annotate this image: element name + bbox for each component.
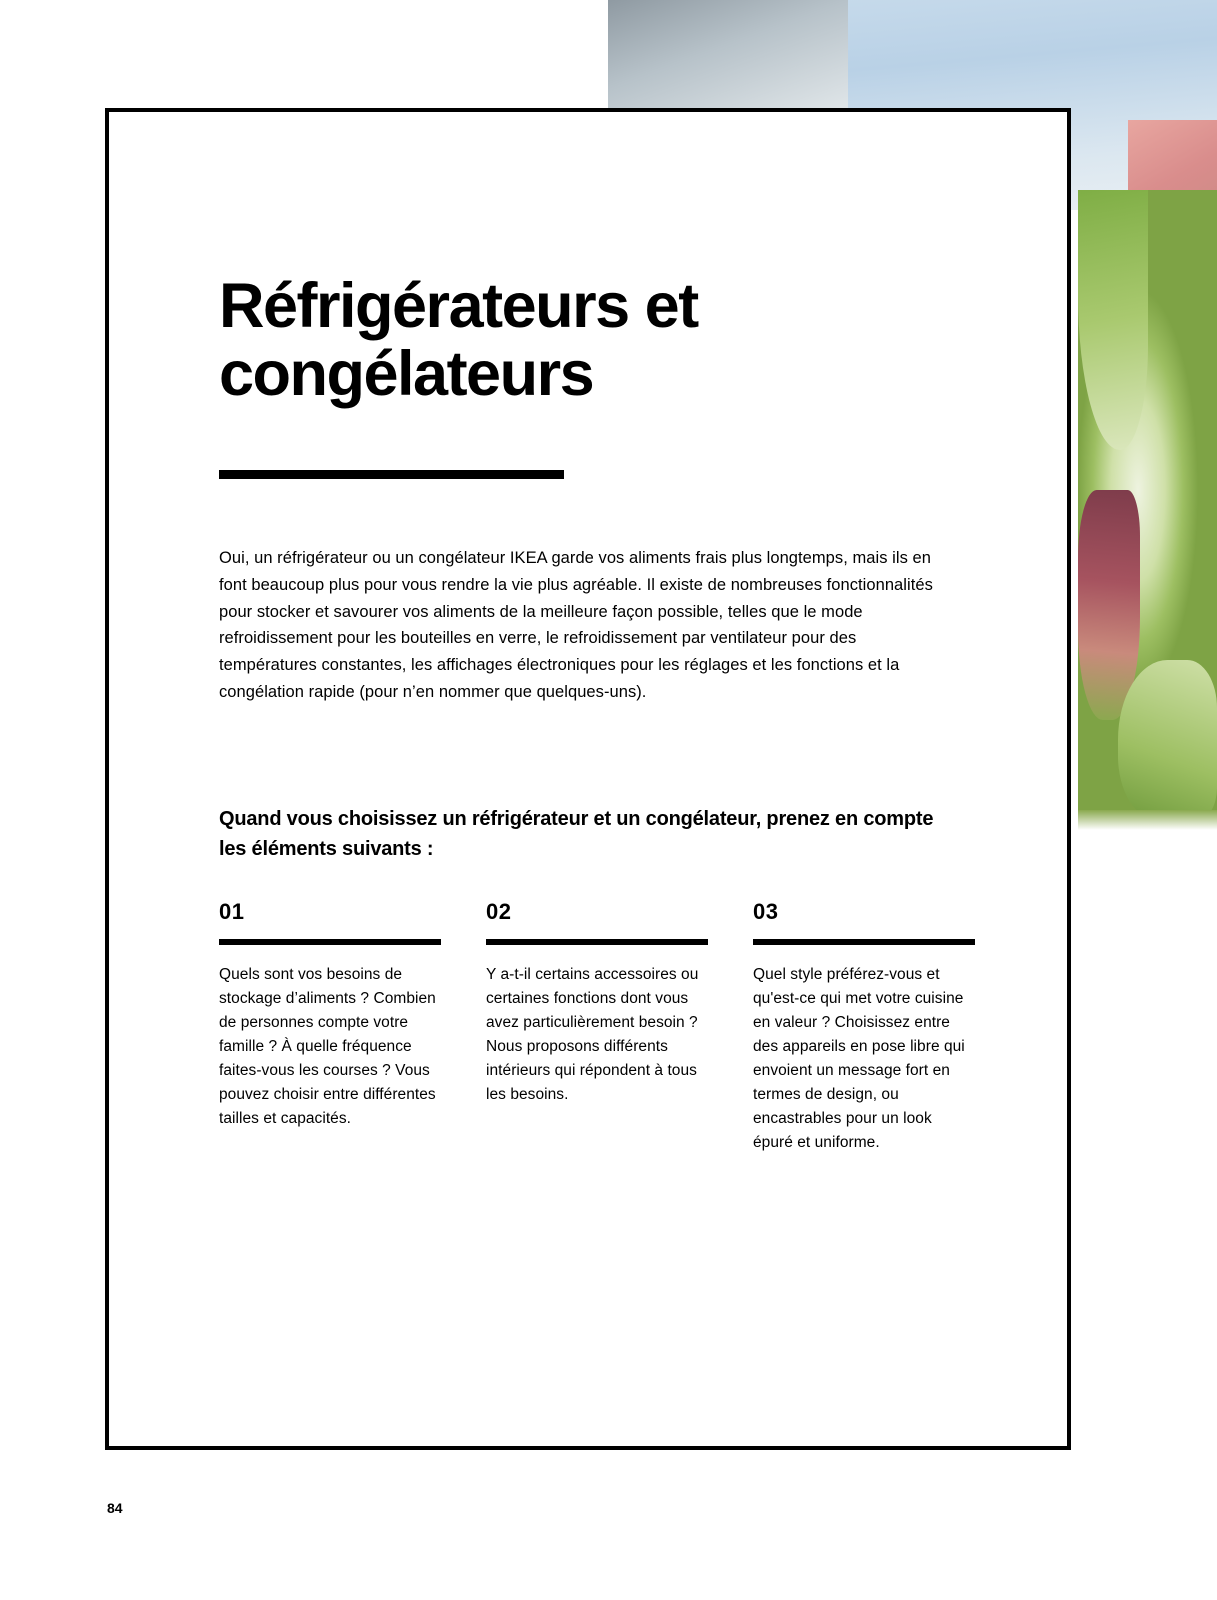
title-divider (219, 470, 564, 479)
fennel-bulb (1118, 660, 1217, 820)
section-subheading: Quand vous choisissez un réfrigérateur et un congélateur, prenez en compte les éléments suivants : (219, 808, 934, 860)
consideration-text: Quels sont vos besoins de stockage d’aliments ? Combien de personnes compte votre famille ? À quelle fréquence faites-vous les courses ? Vous pouvez choisir entre différentes tailles et capacités. (219, 965, 436, 1127)
considerations-columns (219, 898, 965, 1155)
consideration-text: Quel style préférez-vous et qu'est-ce qui met votre cuisine en valeur ? Choisissez entre des appareils en pose libre qui envoient un message fort en termes de design, ou encastrables pour un look épuré et uniforme. (753, 965, 965, 1151)
consideration-number: 02 (486, 898, 512, 924)
consideration-item (219, 899, 441, 1155)
consideration-divider (486, 939, 708, 945)
content-card (105, 108, 1071, 1450)
consideration-text: Y a-t-il certains accessoires ou certaines fonctions dont vous avez particulièrement besoin ? Nous proposons différents intérieurs qui répondent à tous les besoins. (486, 965, 699, 1103)
cabbage-leaf (1078, 190, 1148, 450)
content-card-inner (109, 112, 1067, 1446)
consideration-divider (219, 939, 441, 945)
consideration-divider (753, 939, 975, 945)
page-number: 84 (107, 1500, 123, 1516)
page-title: Réfrigérateurs et congélateurs (219, 271, 698, 410)
vegetables-photo (1078, 190, 1217, 820)
consideration-number: 03 (753, 898, 779, 924)
consideration-item (486, 899, 708, 1155)
consideration-number: 01 (219, 898, 245, 924)
consideration-item (753, 899, 975, 1155)
photo-fade-bottom (1078, 810, 1217, 830)
intro-paragraph: Oui, un réfrigérateur ou un congélateur IKEA garde vos aliments frais plus longtemps, mais ils en font beaucoup plus pour vous rendre la vie plus agréable. Il existe de nombreuses fonctionnalités pour stocker et savourer vos aliments de la meilleure façon possible, telles que le mode refroidissement pour les bouteilles en verre, le refroidissement par ventilateur pour des températures constantes, les affichages électroniques pour les réglages et les fonctions et la congélation rapide (pour n’en nommer que quelques-uns). (219, 549, 933, 701)
